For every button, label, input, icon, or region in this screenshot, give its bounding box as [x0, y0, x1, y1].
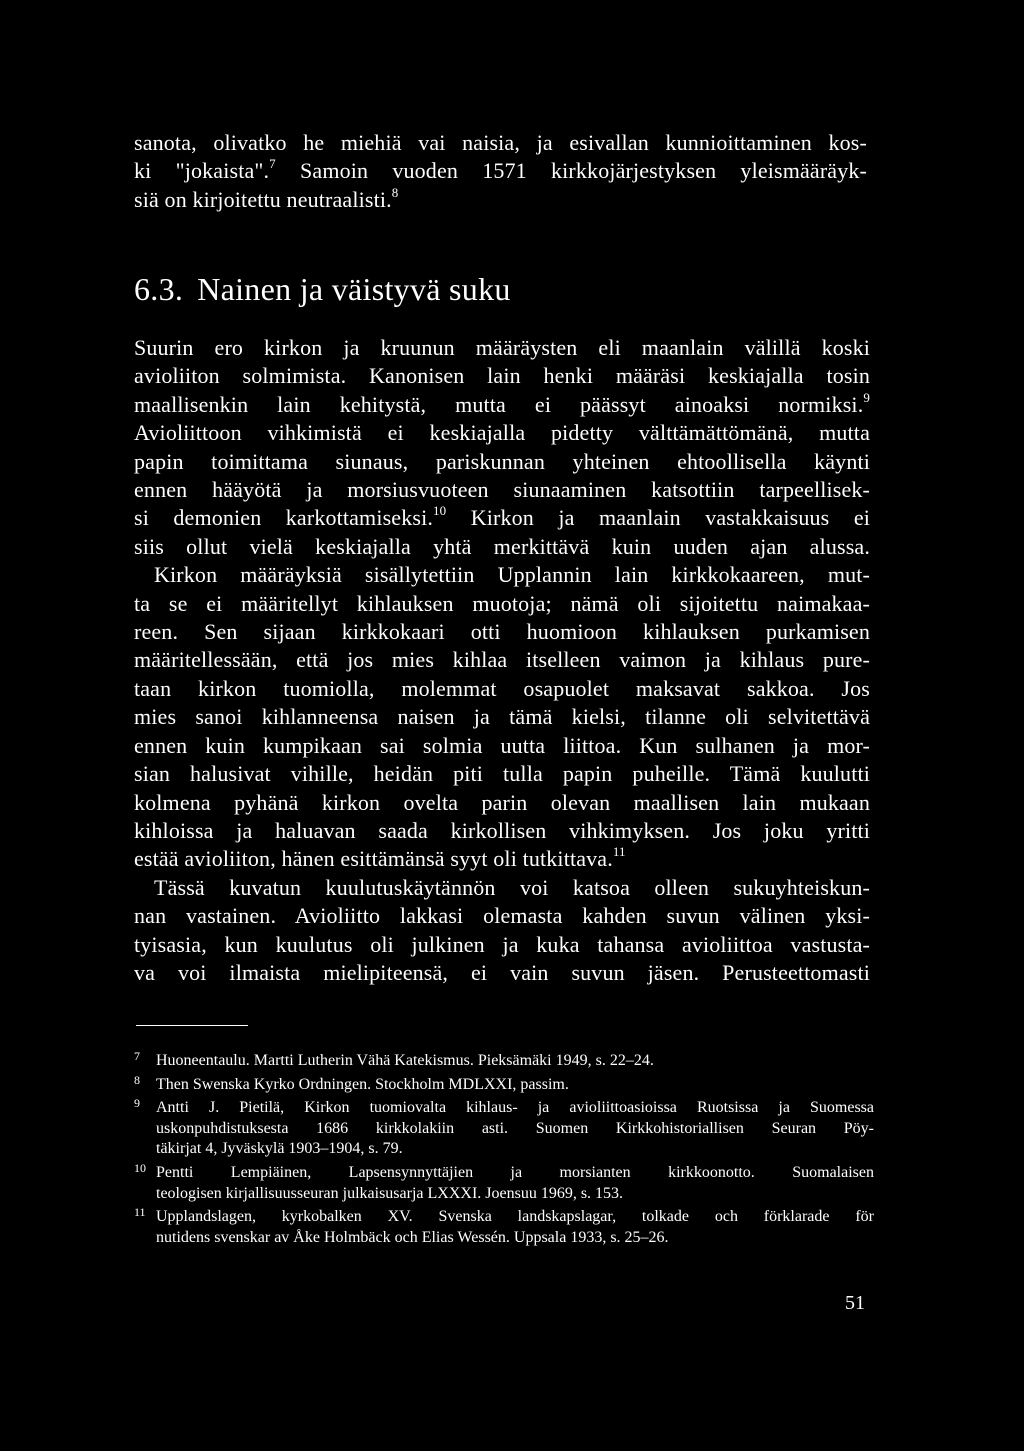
footnote-mark: 7: [134, 1049, 140, 1063]
text-line: Suurin ero kirkon ja kruunun määräysten eli maanlain välillä koski: [134, 335, 870, 360]
text-line: Avioliittoon vihkimistä ei keskiajalla pidetty välttämättömänä, mutta: [134, 420, 870, 446]
text-line: ennen hääyötä ja morsiusvuoteen siunaaminen katsottiin tarpeellisek-: [134, 477, 870, 503]
top-paragraph: [134, 129, 867, 214]
footnote-text: uskonpuhdistuksesta 1686 kirkkolakiin asti. Suomen Kirkkohistoriallisen Seuran Pöy-: [156, 1119, 874, 1137]
footnote-mark: 8: [134, 1072, 140, 1087]
text-line: [134, 186, 867, 214]
page-number: 51: [845, 1292, 865, 1314]
footnote: [134, 1160, 874, 1204]
text-line: kihloissa ja haluavan saada kirkollisen vihkimyksen. Jos joku yritti: [134, 817, 870, 843]
text-fragment: estää avioliiton, hänen esittämänsä syyt oli tutkittava.: [134, 846, 613, 872]
footnote-ref: 11: [612, 844, 626, 860]
text-line: [134, 845, 870, 873]
text-line: siis ollut vielä keskiajalla yhtä merkittävä kuin uuden ajan alussa.: [134, 533, 870, 559]
text-line: Tässä kuvatun kuulutuskäytännön voi katsoa olleen sukuyhteiskun-: [154, 874, 870, 900]
text-line: sian halusivat vihille, heidän piti tulla papin puheille. Tämä kuulutti: [134, 761, 870, 787]
text-line: tyisasia, kun kuulutus oli julkinen ja kuka tahansa avioliittoa vastusta-: [134, 931, 870, 957]
footnote-text: täkirjat 4, Jyväskylä 1903–1904, s. 79.: [156, 1140, 403, 1158]
section-number: 6.3.: [134, 271, 184, 307]
footnote-text: Antti J. Pietilä, Kirkon tuomiovalta kihlaus- ja avioliittoasioissa Ruotsissa ja Suomessa: [156, 1099, 874, 1117]
text-fragment: Kirkon ja maanlain vastakkaisuus ei: [470, 505, 870, 531]
text-line: va voi ilmaista mielipiteensä, ei vain suvun jäsen. Perusteettomasti: [134, 959, 870, 985]
footnote-ref: 9: [863, 389, 870, 405]
text-line: sanota, olivatko he miehiä vai naisia, ja esivallan kunnioittaminen kos-: [134, 130, 867, 155]
text-line: ennen kuin kumpikaan sai solmia uutta liittoa. Kun sulhanen ja mor-: [134, 732, 870, 758]
text-line: reen. Sen sijaan kirkkokaari otti huomioon kihlauksen purkamisen: [134, 619, 870, 645]
footnote-mark: 11: [134, 1205, 146, 1220]
footnote-ref: 8: [391, 184, 399, 200]
footnote-text: teologisen kirjallisuusseuran julkaisusarja LXXXI. Joensuu 1969, s. 153.: [156, 1184, 624, 1202]
footnote: [134, 1051, 874, 1072]
footnote: [134, 1072, 874, 1096]
text-line: [134, 391, 870, 419]
footnote-mark: 9: [134, 1096, 140, 1111]
text-line: papin toimittama siunaus, pariskunnan yhteinen ehtoollisella käynti: [134, 448, 870, 474]
text-fragment: ki "jokaista".: [134, 158, 270, 184]
footnote-text: Pentti Lempiäinen, Lapsensynnyttäjien ja morsianten kirkkoonotto. Suomalaisen: [156, 1163, 874, 1181]
footnote-text: Upplandslagen, kyrkobalken XV. Svenska landskapslagar, tolkade och förklarade för: [156, 1208, 874, 1226]
footnotes: [134, 1051, 874, 1251]
text-line: ta se ei määritellyt kihlauksen muotoja; nämä oli sijoitettu naimakaa-: [134, 590, 870, 616]
footnote-ref: 7: [269, 156, 276, 172]
text-line: Kirkon määräyksiä sisällytettiin Upplannin lain kirkkokaareen, mut-: [154, 562, 870, 588]
text-line: [134, 157, 867, 185]
text-line: avioliiton solmimista. Kanonisen lain henki määräsi keskiajalla tosin: [134, 363, 870, 389]
text-line: määritellessään, että jos mies kihlaa itselleen vaimon ja kihlaus pure-: [134, 647, 870, 673]
section-title: Nainen ja väistyvä suku: [197, 271, 511, 307]
footnote-text: Huoneentaulu. Martti Lutherin Vähä Katekismus. Pieksämäki 1949, s. 22–24.: [156, 1052, 654, 1069]
footnote-text: Then Swenska Kyrko Ordningen. Stockholm MDLXXI, passim.: [156, 1075, 569, 1093]
text-line: nan vastainen. Avioliitto lakkasi olemasta kahden suvun välinen yksi-: [134, 903, 870, 929]
text-fragment: Samoin vuoden 1571 kirkkojärjestyksen yleismääräyk-: [300, 158, 867, 184]
text-fragment: si demonien karkottamiseksi.: [134, 505, 433, 531]
footnote-divider: [136, 1025, 248, 1026]
footnote-text: nutidens svenskar av Åke Holmbäck och Elias Wessén. Uppsala 1933, s. 25–26.: [156, 1228, 669, 1246]
main-text: [134, 334, 870, 987]
footnote-ref: 10: [432, 503, 447, 519]
section-heading: [134, 270, 511, 308]
text-line: mies sanoi kihlanneensa naisen ja tämä kielsi, tilanne oli selvitettävä: [134, 704, 870, 730]
footnote-mark: 10: [134, 1160, 146, 1175]
text-line: [134, 504, 870, 532]
text-line: kolmena pyhänä kirkon ovelta parin olevan maallisen lain mukaan: [134, 789, 870, 815]
text-line: taan kirkon tuomiolla, molemmat osapuolet maksavat sakkoa. Jos: [134, 675, 870, 701]
text-fragment: siä on kirjoitettu neutraalisti.: [134, 186, 392, 212]
footnote: [134, 1098, 874, 1160]
text-fragment: maallisenkin lain kehitystä, mutta ei päässyt ainoaksi normiksi.: [134, 391, 864, 417]
footnote: [134, 1207, 874, 1248]
